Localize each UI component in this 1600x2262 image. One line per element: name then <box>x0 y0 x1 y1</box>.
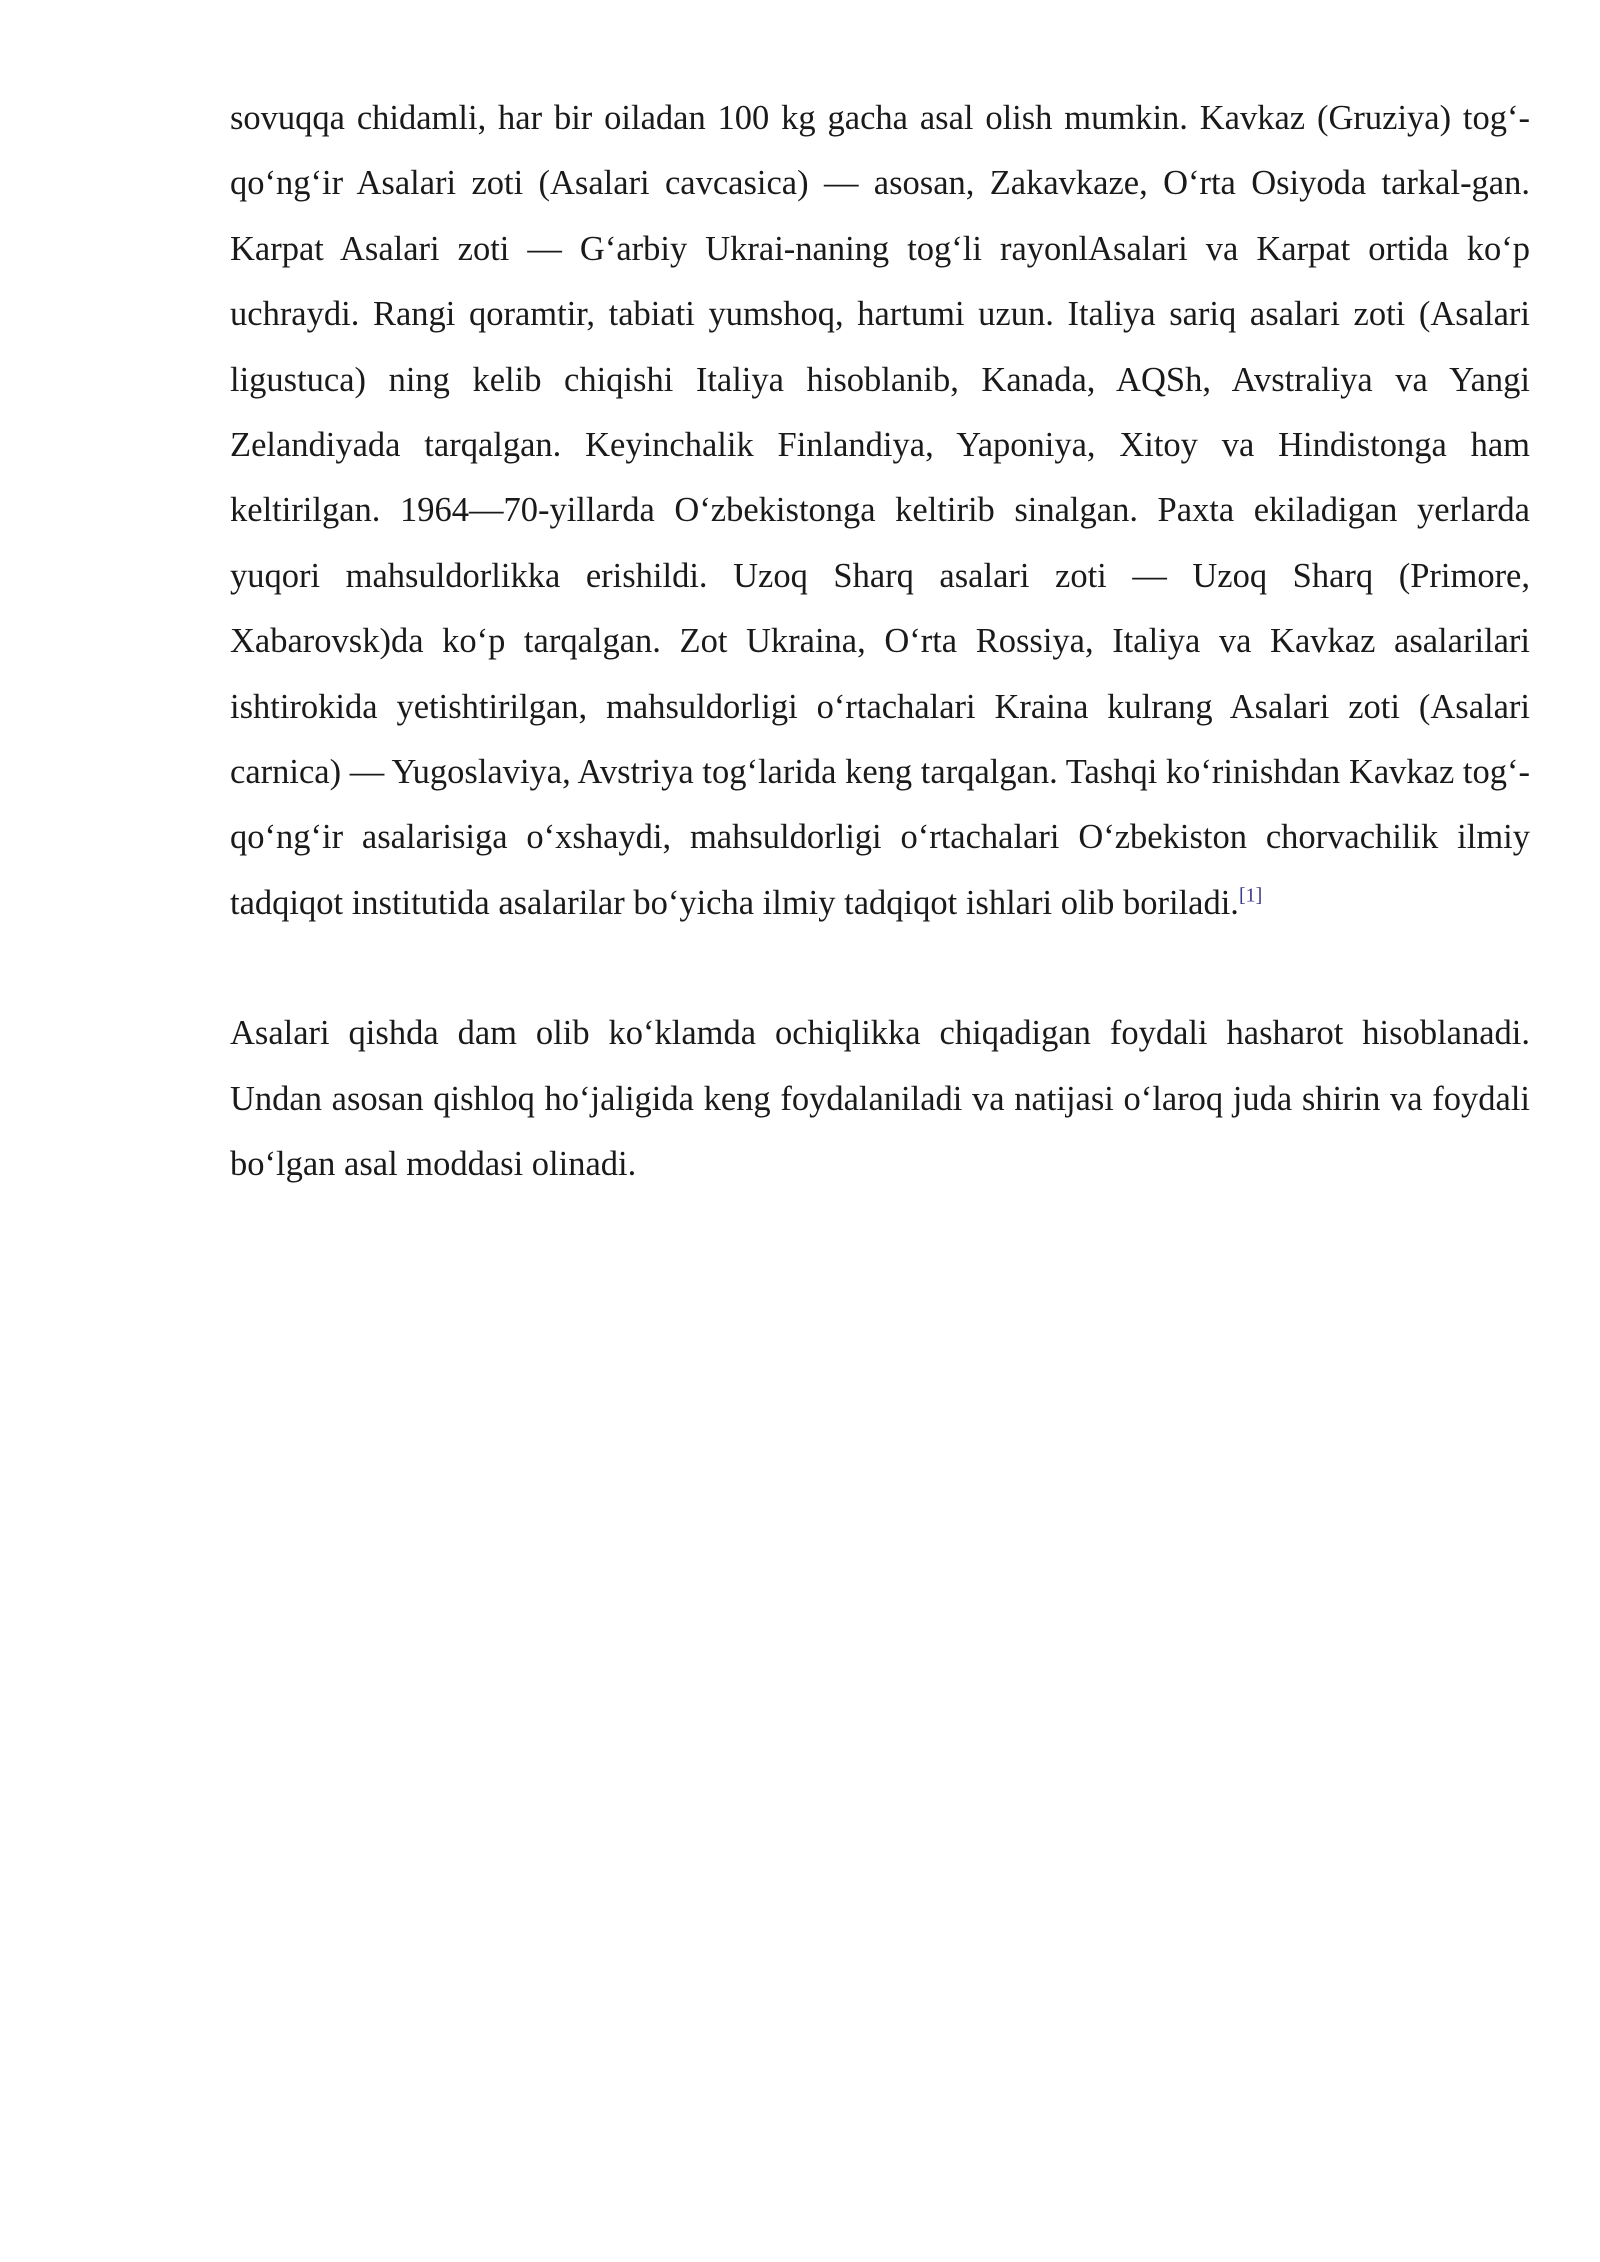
paragraph-bee-breeds <box>230 86 1530 936</box>
citation-link[interactable]: [1] <box>1238 884 1263 907</box>
paragraph-bee-overview <box>230 1001 1530 1197</box>
paragraph-text: Asalari qishda dam olib ko‘klamda ochiqlikka chiqadigan foydali hasharot hisoblanadi. Undan asosan qishloq ho‘jaligida keng foydalaniladi va natijasi o‘laroq juda shirin va foydali bo‘lgan asal moddasi olinadi. <box>230 1014 1530 1184</box>
paragraph-text: sovuqqa chidamli, har bir oiladan 100 kg gacha asal olish mumkin. Kavkaz (Gruziya) tog‘-qo‘ng‘ir Asalari zoti (Asalari cavcasica) — asosan, Zakavkaze, O‘rta Osiyoda tarkal-gan. Karpat Asalari zoti — G‘arbiy Ukrai-naning tog‘li rayonlAsalari va Karpat ortida ko‘p uchraydi. Rangi qoramtir, tabiati yumshoq, hartumi uzun. Italiya sariq asalari zoti (Asalari ligustuca) ning kelib chiqishi Italiya hisoblanib, Kanada, AQSh, Avstraliya va Yangi Zelandiyada tarqalgan. Keyinchalik Finlandiya, Yaponiya, Xitoy va Hindistonga ham keltirilgan. 1964—70-yillarda O‘zbekistonga keltirib sinalgan. Paxta ekiladigan yerlarda yuqori mahsuldorlikka erishildi. Uzoq Sharq asalari zoti — Uzoq Sharq (Primore, Xabarovsk)da ko‘p tarqalgan. Zot Ukraina, O‘rta Rossiya, Italiya va Kavkaz asalarilari ishtirokida yetishtirilgan, mahsuldorligi o‘rtachalari Kraina kulrang Asalari zoti (Asalari carnica) — Yugoslaviya, Avstriya tog‘larida keng tarqalgan. Tashqi ko‘rinishdan Kavkaz tog‘-qo‘ng‘ir asalarisiga o‘xshaydi, mahsuldorligi o‘rtachalari O‘zbekiston chorvachilik ilmiy tadqiqot institutida asalarilar bo‘yicha ilmiy tadqiqot ishlari olib boriladi. <box>230 99 1530 922</box>
document-body <box>230 86 1530 1198</box>
